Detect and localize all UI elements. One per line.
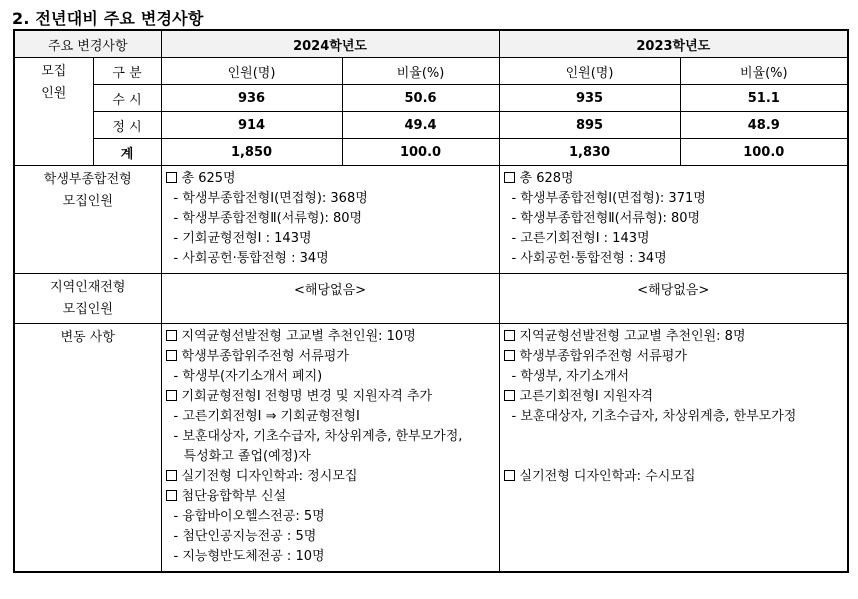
comprehensive-label-line1: 학생부종합전형 — [43, 172, 132, 187]
recruit-label-line1: 모집 — [41, 64, 67, 79]
comprehensive-row — [14, 166, 848, 274]
change-item: 지역균형선발전형 고교별 추천인원: 10명 — [181, 329, 416, 344]
count-2023: 935 — [499, 85, 680, 112]
change-item: 학생부종합위주전형 서류평가 — [181, 349, 349, 364]
comprehensive-2024-item: - 사회공헌·통합전형 : 34명 — [173, 251, 329, 266]
change-item: 고른기회전형Ⅰ 지원자격 — [519, 389, 654, 404]
count-2024: 1,850 — [161, 139, 342, 166]
regional-2024: <해당없음> — [161, 274, 499, 324]
table-row — [14, 85, 848, 112]
regional-label-line1: 지역인재전형 — [50, 280, 126, 295]
count-2023: 895 — [499, 112, 680, 139]
checkbox-square-icon — [504, 330, 515, 341]
change-subitem: - 고른기회전형Ⅰ ⇒ 기회균형전형Ⅰ — [173, 409, 360, 424]
comprehensive-label — [14, 166, 161, 274]
regional-2023: <해당없음> — [499, 274, 848, 324]
comprehensive-2024-item: - 기회균형전형Ⅰ : 143명 — [173, 231, 312, 246]
ratio-2023: 48.9 — [680, 112, 848, 139]
regional-label-line2: 모집인원 — [62, 302, 113, 317]
ratio-2023: 51.1 — [680, 85, 848, 112]
comprehensive-2024-item: - 학생부종합전형Ⅱ(서류형): 80명 — [173, 211, 363, 226]
header-2023: 2023학년도 — [499, 30, 848, 58]
changes-label: 변동 사항 — [14, 324, 161, 572]
row-type: 수 시 — [93, 85, 161, 112]
checkbox-square-icon — [504, 172, 515, 183]
recruit-label — [14, 58, 93, 166]
changes-row — [14, 324, 848, 572]
comprehensive-2023-item: - 사회공헌·통합전형 : 34명 — [511, 251, 667, 266]
checkbox-square-icon — [504, 350, 515, 361]
comprehensive-2024 — [161, 166, 499, 274]
recruit-label-line2: 인원 — [41, 86, 67, 101]
checkbox-square-icon — [504, 390, 515, 401]
changes-table — [13, 29, 849, 573]
checkbox-square-icon — [166, 330, 177, 341]
change-subitem: - 지능형반도체전공 : 10명 — [173, 549, 325, 564]
change-subitem: - 첨단인공지능전공 : 5명 — [173, 529, 317, 544]
subheader-count-2023: 인원(명) — [499, 58, 680, 85]
regional-label — [14, 274, 161, 324]
checkbox-square-icon — [166, 490, 177, 501]
changes-2023 — [499, 324, 848, 572]
comprehensive-2023-item: - 학생부종합전형Ⅱ(서류형): 80명 — [511, 211, 701, 226]
change-subitem: - 학생부(자기소개서 폐지) — [173, 369, 323, 384]
change-item: 기회균형전형Ⅰ 전형명 변경 및 지원자격 추가 — [181, 389, 433, 404]
count-2024: 936 — [161, 85, 342, 112]
change-item: 지역균형선발전형 고교별 추천인원: 8명 — [519, 329, 746, 344]
header-2024: 2024학년도 — [161, 30, 499, 58]
recruit-subheader-row — [14, 58, 848, 85]
ratio-2023: 100.0 — [680, 139, 848, 166]
comprehensive-2024-total: 총 625명 — [181, 171, 236, 186]
change-item: 학생부종합위주전형 서류평가 — [519, 349, 687, 364]
checkbox-square-icon — [166, 390, 177, 401]
checkbox-square-icon — [166, 172, 177, 183]
change-subitem: - 학생부, 자기소개서 — [511, 369, 630, 384]
count-2023: 1,830 — [499, 139, 680, 166]
section-title: 2. 전년대비 주요 변경사항 — [12, 9, 204, 28]
count-2024: 914 — [161, 112, 342, 139]
change-item: 실기전형 디자인학과: 정시모집 — [181, 469, 358, 484]
comprehensive-2024-item: - 학생부종합전형Ⅰ(면접형): 368명 — [173, 191, 368, 206]
comprehensive-2023-item: - 고른기회전형Ⅰ : 143명 — [511, 231, 650, 246]
comprehensive-2023-item: - 학생부종합전형Ⅰ(면접형): 371명 — [511, 191, 706, 206]
comprehensive-2023 — [499, 166, 848, 274]
change-subitem: - 보훈대상자, 기초수급자, 차상위계층, 한부모가정, — [173, 429, 463, 444]
checkbox-square-icon — [166, 350, 177, 361]
checkbox-square-icon — [166, 470, 177, 481]
changes-2024 — [161, 324, 499, 572]
table-header-row — [14, 30, 848, 58]
table-row — [14, 112, 848, 139]
row-type-total: 계 — [93, 139, 161, 166]
checkbox-square-icon — [504, 470, 515, 481]
change-subitem: 특성화고 졸업(예정)자 — [183, 449, 311, 464]
regional-row — [14, 274, 848, 324]
subheader-type: 구 분 — [93, 58, 161, 85]
comprehensive-label-line2: 모집인원 — [62, 194, 113, 209]
comprehensive-2023-total: 총 628명 — [519, 171, 574, 186]
ratio-2024: 100.0 — [342, 139, 499, 166]
subheader-count-2024: 인원(명) — [161, 58, 342, 85]
subheader-ratio-2024: 비율(%) — [342, 58, 499, 85]
header-category: 주요 변경사항 — [14, 30, 161, 58]
change-subitem: - 융합바이오헬스전공: 5명 — [173, 509, 325, 524]
change-item: 첨단융합학부 신설 — [181, 489, 287, 504]
ratio-2024: 49.4 — [342, 112, 499, 139]
change-item: 실기전형 디자인학과: 수시모집 — [519, 469, 696, 484]
row-type: 정 시 — [93, 112, 161, 139]
subheader-ratio-2023: 비율(%) — [680, 58, 848, 85]
table-row-total — [14, 139, 848, 166]
change-subitem: - 보훈대상자, 기초수급자, 차상위계층, 한부모가정 — [511, 409, 797, 424]
ratio-2024: 50.6 — [342, 85, 499, 112]
